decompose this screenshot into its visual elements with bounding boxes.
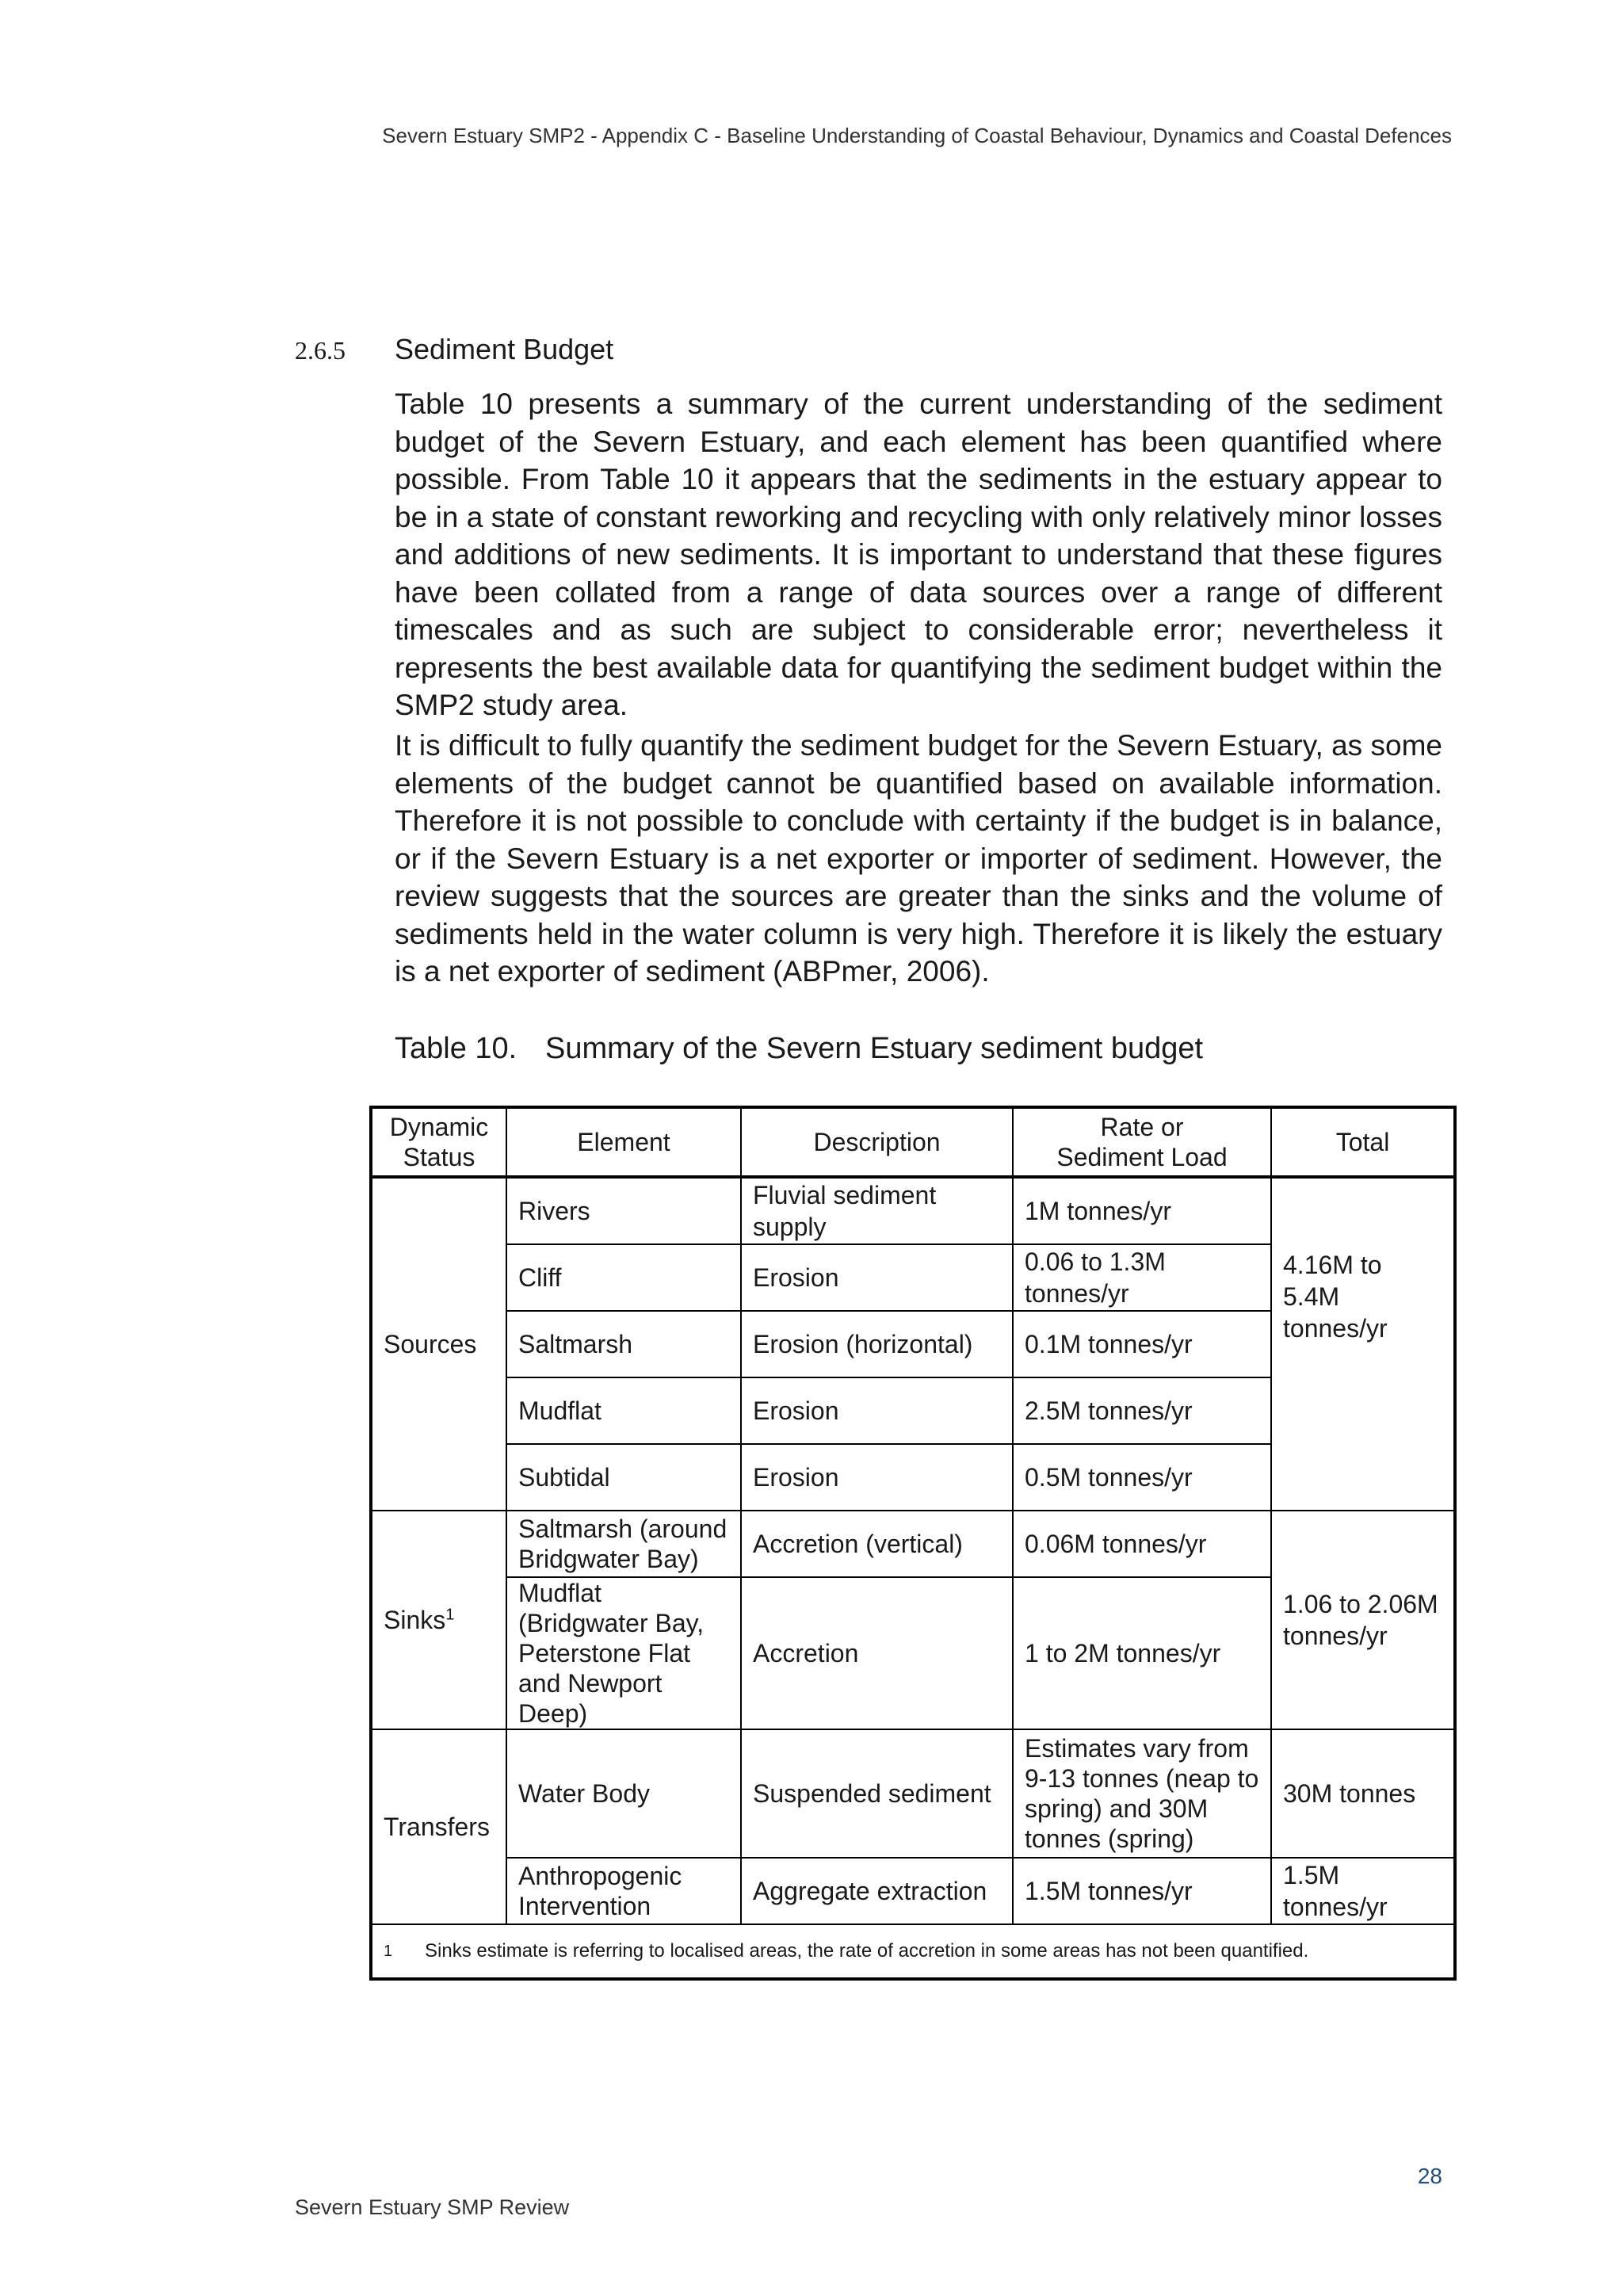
total-sources: 4.16M to 5.4M tonnes/yr [1271,1177,1455,1511]
page-number: 28 [1417,2164,1442,2188]
cell-element: Anthropogenic Intervention [506,1858,741,1924]
cell-rate: 0.06M tonnes/yr [1013,1511,1271,1577]
running-header: Severn Estuary SMP2 - Appendix C - Baseline Understanding of Coastal Behaviour, Dynamics and Coastal Defences [382,124,1452,147]
header-dynamic-status: Dynamic Status [371,1107,506,1177]
paragraph-2: It is difficult to fully quantify the sediment budget for the Severn Estuary, as some elements of the budget cannot be quantified based on available information. Therefore it is not possible to conclude with certainty if the budget is in balance, or if the Severn Estuary is a net exporter or importer of sediment. However, the review suggests that the sources are greater than the sinks and the volume of sediments held in the water column is very high. Therefore it is likely the estuary is a net exporter of sediment (ABPmer, 2006). [395,729,1442,988]
table-row [371,1729,1455,1858]
cell-element: Subtidal [506,1444,741,1511]
status-sources: Sources [371,1177,506,1511]
header-element: Element [506,1107,741,1177]
header-description: Description [741,1107,1013,1177]
header-rate: Rate or Sediment Load [1013,1107,1271,1177]
section-heading [295,333,613,366]
cell-element: Mudflat [506,1377,741,1444]
cell-description: Suspended sediment [741,1729,1013,1858]
table-caption-title: Summary of the Severn Estuary sediment budget [545,1032,1204,1065]
cell-description: Fluvial sediment supply [741,1177,1013,1244]
cell-rate: 0.1M tonnes/yr [1013,1311,1271,1377]
cell-rate: Estimates vary from 9-13 tonnes (neap to spring) and 30M tonnes (spring) [1013,1729,1271,1858]
table-row [371,1177,1455,1244]
cell-rate: 1 to 2M tonnes/yr [1013,1577,1271,1729]
table-caption [395,1032,1203,1066]
cell-description: Erosion (horizontal) [741,1311,1013,1377]
cell-description: Erosion [741,1444,1013,1511]
cell-total: 1.5M tonnes/yr [1271,1858,1455,1924]
cell-description: Erosion [741,1244,1013,1311]
section-number: 2.6.5 [295,336,346,365]
cell-rate: 1.5M tonnes/yr [1013,1858,1271,1924]
cell-rate: 2.5M tonnes/yr [1013,1377,1271,1444]
footnote-text: Sinks estimate is referring to localised areas, the rate of accretion in some areas has not been quantified. [425,1940,1309,1962]
cell-element: Cliff [506,1244,741,1311]
footnote-ref: 1 [445,1606,455,1624]
paragraph-1: Table 10 presents a summary of the current understanding of the sediment budget of the Severn Estuary, and each element has been quantified where possible. From Table 10 it appears that the sediments in the estuary appear to be in a state of constant reworking and recycling with only relatively minor losses and additions of new sediments. It is important to understand that these figures have been collated from a range of data sources over a range of different timescales and as such are subject to considerable error; nevertheless it represents the best available data for quantifying the sediment budget within the SMP2 study area. [395,388,1442,721]
table-caption-number: Table 10. [395,1032,517,1065]
header-total: Total [1271,1107,1455,1177]
cell-description: Accretion [741,1577,1013,1729]
cell-element: Rivers [506,1177,741,1244]
total-sinks: 1.06 to 2.06M tonnes/yr [1271,1511,1455,1729]
cell-rate: 0.5M tonnes/yr [1013,1444,1271,1511]
footnote-mark: 1 [384,1943,393,1960]
cell-element: Saltmarsh [506,1311,741,1377]
cell-rate: 1M tonnes/yr [1013,1177,1271,1244]
cell-description: Erosion [741,1377,1013,1444]
cell-element: Mudflat (Bridgwater Bay, Peterstone Flat and Newport Deep) [506,1577,741,1729]
status-sinks: Sinks$^1$ [371,1511,506,1729]
cell-description: Accretion (vertical) [741,1511,1013,1577]
cell-element: Saltmarsh (around Bridgwater Bay) [506,1511,741,1577]
table-footnote [371,1924,1455,1979]
table-footnote-row [371,1924,1455,1979]
cell-description: Aggregate extraction [741,1858,1013,1924]
cell-total: 30M tonnes [1271,1729,1455,1858]
cell-element: Water Body [506,1729,741,1858]
sediment-budget-table [369,1106,1457,1981]
status-transfers: Transfers [371,1729,506,1924]
table-header-row [371,1107,1455,1177]
table-row [371,1511,1455,1577]
cell-rate: 0.06 to 1.3M tonnes/yr [1013,1244,1271,1311]
section-title: Sediment Budget [395,333,614,365]
table-row [371,1858,1455,1924]
footer-text: Severn Estuary SMP Review [295,2195,570,2219]
